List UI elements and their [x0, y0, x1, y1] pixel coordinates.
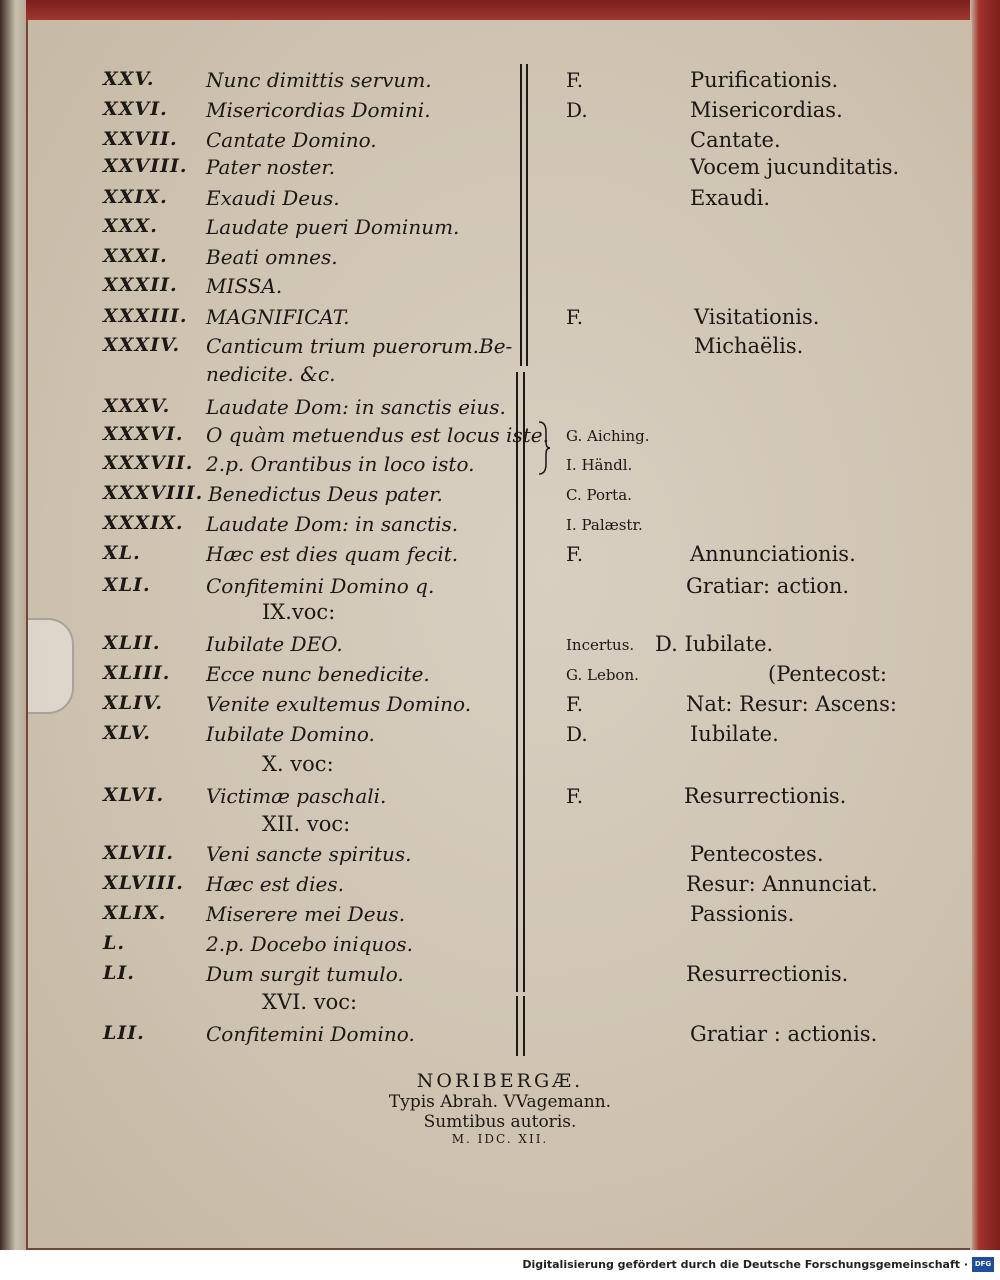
entry-title: 2.p. Docebo iniquos.	[206, 932, 413, 956]
composer-or-feast-code: C. Porta.	[566, 486, 632, 504]
entry-number: XXIX.	[103, 186, 168, 208]
feast-name: Exaudi.	[690, 186, 771, 210]
entry-number: XXXV.	[103, 395, 171, 417]
voice-count-heading: X. voc:	[262, 752, 334, 776]
feast-name: Resurrectionis.	[684, 784, 847, 808]
entry-title: Victimæ paschali.	[206, 784, 387, 808]
composer-or-feast-code: D.	[566, 722, 588, 746]
entry-number: XXXIII.	[103, 305, 188, 327]
voice-count-heading: XII. voc:	[262, 812, 351, 836]
composer-or-feast-code: F.	[566, 68, 584, 92]
entry-title: Laudate Dom: in sanctis eius.	[206, 395, 506, 419]
entry-number: XXV.	[103, 68, 155, 90]
entry-number: XL.	[103, 542, 141, 564]
voice-count-heading: XVI. voc:	[262, 990, 358, 1014]
composer-or-feast-code: F.	[566, 692, 584, 716]
imprint-year: M. IDC. XII.	[451, 1132, 549, 1146]
entry-number: XLII.	[103, 632, 161, 654]
entry-title: 2.p. Orantibus in loco isto.	[206, 452, 475, 476]
entry-title: Laudate Dom: in sanctis.	[206, 512, 459, 536]
column-divider-middle	[516, 372, 518, 992]
entry-number: XLIX.	[103, 902, 167, 924]
entry-title: Misericordias Domini.	[206, 98, 431, 122]
footer-credit: Digitalisierung gefördert durch die Deutsche Forschungsgemeinschaft ·	[522, 1258, 968, 1271]
entry-title: Confitemini Domino.	[206, 1022, 415, 1046]
entry-title: Venite exultemus Domino.	[206, 692, 472, 716]
entry-title: Laudate pueri Dominum.	[206, 215, 460, 239]
entry-number: XXVIII.	[103, 155, 188, 177]
entry-title: Ecce nunc benedicite.	[206, 662, 430, 686]
imprint-printer: Typis Abrah. VVagemann.	[388, 1092, 612, 1112]
entry-number: XXXII.	[103, 274, 178, 296]
feast-name: Gratiar : actionis.	[690, 1022, 878, 1046]
entry-title: Iubilate Domino.	[206, 722, 375, 746]
entry-title: Benedictus Deus pater.	[208, 482, 443, 506]
entry-title: O quàm metuendus est locus iste.	[206, 423, 549, 447]
feast-name: Visitationis.	[694, 305, 820, 329]
entry-number: XLIII.	[103, 662, 171, 684]
entry-number: XLVII.	[103, 842, 174, 864]
feast-name: (Pentecost:	[768, 662, 887, 686]
column-divider-top	[520, 64, 522, 366]
column-divider-bottom-2	[523, 996, 525, 1056]
dfg-logo: DFG	[972, 1257, 994, 1272]
voice-count-heading: IX.voc:	[262, 600, 336, 624]
entry-number: XXXI.	[103, 245, 168, 267]
entry-title: Hæc est dies quam fecit.	[206, 542, 459, 566]
feast-name: Nat: Resur: Ascens:	[686, 692, 897, 716]
entry-number: XXXVI.	[103, 423, 184, 445]
book-cover-top	[0, 0, 1000, 22]
imprint	[0, 1070, 1000, 1146]
book-cover-left	[0, 0, 26, 1250]
imprint-sumptibus: Sumtibus autoris.	[423, 1112, 577, 1132]
book-cover-right	[970, 0, 1000, 1250]
entry-number: XXXIV.	[103, 334, 181, 356]
entry-title: nedicite. &c.	[206, 362, 336, 386]
composer-or-feast-code: F.	[566, 542, 584, 566]
column-divider-middle-2	[523, 372, 525, 992]
feast-name: Passionis.	[690, 902, 795, 926]
entry-title: MAGNIFICAT.	[206, 305, 350, 329]
feast-name: Michaëlis.	[694, 334, 804, 358]
composer-or-feast-code: F.	[566, 784, 584, 808]
entry-number: L.	[103, 932, 125, 954]
column-divider-top-2	[526, 64, 528, 366]
composer-or-feast-code: I. Händl.	[566, 456, 633, 474]
entry-number: XXX.	[103, 215, 158, 237]
entry-title: Exaudi Deus.	[206, 186, 340, 210]
entry-number: XXVII.	[103, 128, 178, 150]
entry-title: Miserere mei Deus.	[206, 902, 406, 926]
entry-title: Nunc dimittis servum.	[206, 68, 432, 92]
footer-bar	[0, 1250, 1000, 1280]
feast-name: D. Iubilate.	[655, 632, 774, 656]
feast-name: Vocem jucunditatis.	[690, 155, 900, 179]
entry-number: XLI.	[103, 574, 151, 596]
feast-name: Iubilate.	[690, 722, 779, 746]
entry-title: Hæc est dies.	[206, 872, 344, 896]
feast-name: Pentecostes.	[690, 842, 824, 866]
feast-name: Resur: Annunciat.	[686, 872, 878, 896]
composer-or-feast-code: G. Lebon.	[566, 666, 639, 684]
entry-number: XLV.	[103, 722, 151, 744]
entry-number: LII.	[103, 1022, 145, 1044]
feast-name: Gratiar: action.	[686, 574, 850, 598]
column-divider-bottom	[516, 996, 518, 1056]
entry-title: Dum surgit tumulo.	[206, 962, 404, 986]
entry-title: Iubilate DEO.	[206, 632, 343, 656]
feast-name: Annunciationis.	[690, 542, 856, 566]
entry-title: MISSA.	[206, 274, 283, 298]
entry-number: XLVI.	[103, 784, 165, 806]
composer-or-feast-code: Incertus.	[566, 636, 635, 654]
entry-number: XLVIII.	[103, 872, 184, 894]
feast-name: Purificationis.	[690, 68, 839, 92]
entry-number: LI.	[103, 962, 135, 984]
entry-title: Cantate Domino.	[206, 128, 377, 152]
entry-number: XXXIX.	[103, 512, 184, 534]
composer-or-feast-code: G. Aiching.	[566, 427, 650, 445]
entry-number: XXVI.	[103, 98, 168, 120]
entry-number: XLIV.	[103, 692, 164, 714]
composer-or-feast-code: F.	[566, 305, 584, 329]
scanned-page	[28, 20, 972, 1248]
composer-or-feast-code: I. Palæstr.	[566, 516, 643, 534]
feast-name: Misericordias.	[690, 98, 843, 122]
page-tab-marker	[28, 618, 74, 714]
feast-name: Resurrectionis.	[686, 962, 849, 986]
feast-name: Cantate.	[690, 128, 781, 152]
entry-number: XXXVII.	[103, 452, 194, 474]
entry-title: Veni sancte spiritus.	[206, 842, 412, 866]
entry-title: Canticum trium puerorum.Be-	[206, 334, 513, 358]
entry-title: Confitemini Domino q.	[206, 574, 435, 598]
imprint-city: NORIBERGÆ.	[416, 1070, 584, 1092]
entry-title: Beati omnes.	[206, 245, 338, 269]
composer-or-feast-code: D.	[566, 98, 588, 122]
entry-number: XXXVIII.	[103, 482, 204, 504]
entry-title: Pater noster.	[206, 155, 336, 179]
